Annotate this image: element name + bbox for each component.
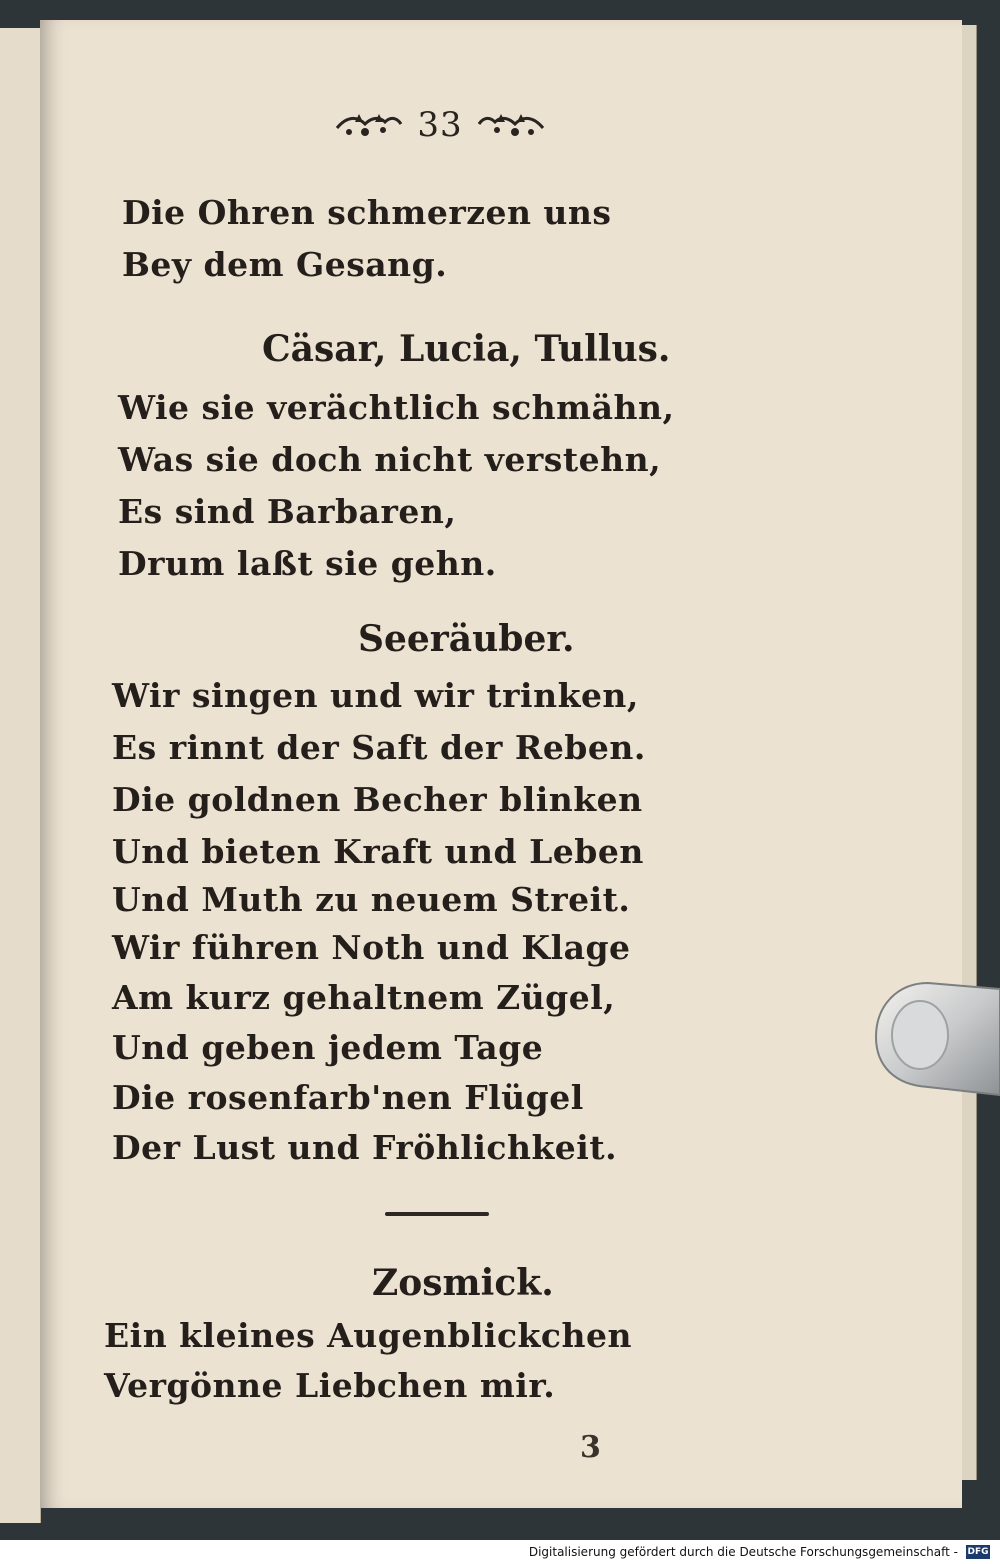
verse-line: Ein kleines Augenblickchen	[104, 1316, 632, 1355]
page-number: 33	[417, 105, 463, 145]
verse-line: Es sind Barbaren,	[118, 492, 457, 531]
page-header	[290, 100, 590, 150]
right-ornament-icon	[477, 110, 545, 140]
verse-line: Was sie doch nicht verstehn,	[118, 440, 662, 479]
facing-page-edge	[0, 28, 41, 1523]
section-divider	[385, 1212, 489, 1216]
verse-line: Und bieten Kraft und Leben	[112, 832, 644, 871]
page-clip-icon	[868, 975, 1000, 1103]
verse-line: Wie sie verächtlich schmähn,	[118, 388, 675, 427]
verse-line: Die rosenfarb'nen Flügel	[112, 1078, 584, 1117]
verse-line: Am kurz gehaltnem Zügel,	[112, 978, 616, 1017]
verse-line: Bey dem Gesang.	[122, 245, 448, 284]
signature-mark: 3	[580, 1430, 601, 1465]
verse-line: Wir führen Noth und Klage	[112, 928, 631, 967]
verse-line: Wir singen und wir trinken,	[112, 676, 639, 715]
verse-line: Die goldnen Becher blinken	[112, 780, 643, 819]
verse-line: Die Ohren schmerzen uns	[122, 193, 612, 232]
verse-line: Der Lust und Fröhlichkeit.	[112, 1128, 618, 1167]
verse-line: Es rinnt der Saft der Reben.	[112, 728, 646, 767]
verse-line: Und Muth zu neuem Streit.	[112, 880, 631, 919]
speaker-heading: Zosmick.	[372, 1262, 554, 1304]
page-stack-edge	[960, 25, 977, 1480]
verse-line: Vergönne Liebchen mir.	[104, 1366, 556, 1405]
verse-line: Und geben jedem Tage	[112, 1028, 544, 1067]
footer-bar	[0, 1540, 1000, 1564]
verse-line: Drum laßt sie gehn.	[118, 544, 497, 583]
left-ornament-icon	[335, 110, 403, 140]
speaker-heading: Cäsar, Lucia, Tullus.	[262, 328, 671, 370]
speaker-heading: Seeräuber.	[358, 618, 575, 660]
dfg-logo-icon: DFG	[967, 1547, 989, 1557]
footer-credit: Digitalisierung gefördert durch die Deutsche Forschungsgemeinschaft -	[528, 1545, 958, 1559]
